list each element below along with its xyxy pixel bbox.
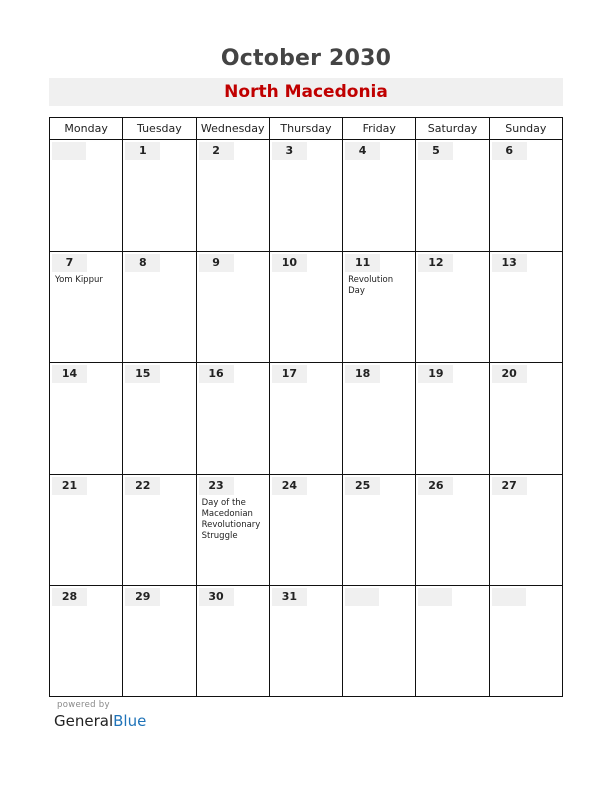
day-cell[interactable] [50,475,122,586]
date-box [52,365,87,383]
weekday-label: Monday [64,122,108,135]
date-number: 29 [135,590,151,604]
day-cell[interactable] [342,586,415,697]
weekday-label: Wednesday [196,118,269,139]
week-row [50,586,562,697]
day-cell[interactable] [415,140,488,251]
date-box [52,477,87,495]
date-number: 7 [65,255,74,269]
day-cell[interactable] [122,252,195,363]
date-number: 9 [212,255,220,269]
day-cell[interactable] [50,140,122,251]
date-number: 20 [501,367,517,381]
date-number [418,588,453,606]
date-box [199,365,234,383]
day-cell[interactable] [269,252,342,363]
date-number: 8 [138,255,147,269]
date-number: 4 [358,144,367,157]
date-number: 1 [138,144,147,157]
date-box [492,142,527,160]
day-cell[interactable] [196,586,269,697]
date-number: 14 [61,367,78,381]
date-box [272,477,307,495]
country-banner [49,78,563,106]
date-number: 11 [354,255,371,269]
holiday-label: Day of the Macedonian Revolutionary Struggle [201,497,261,541]
date-number: 17 [281,367,297,381]
date-box [272,588,307,606]
date-box [199,477,234,495]
date-box [345,588,379,606]
date-box [492,254,527,272]
brand-blue: Blue [113,712,147,730]
weekday-label: Thursday [269,118,342,139]
date-box [272,142,307,160]
date-box [345,477,380,495]
date-number: 5 [432,144,440,157]
day-cell[interactable] [122,140,195,251]
date-number [492,588,527,606]
day-cell[interactable] [122,586,195,697]
date-number: 19 [428,367,444,381]
day-cell[interactable] [489,140,562,251]
date-box [418,142,453,160]
day-cell[interactable] [196,140,269,251]
date-box [125,588,160,606]
calendar-grid [49,117,563,697]
week-row [50,140,562,252]
day-cell[interactable] [415,252,488,363]
date-box [418,477,453,495]
day-cell[interactable] [489,252,562,363]
day-cell[interactable] [269,475,342,586]
date-number: 27 [501,478,517,492]
date-number: 21 [61,478,78,492]
week-row [50,252,562,364]
brand-general: General [54,712,114,730]
calendar-title: October 2030 [220,46,392,71]
day-cell[interactable] [122,475,195,586]
day-cell[interactable] [122,363,195,474]
day-cell[interactable] [269,140,342,251]
date-number: 3 [285,144,294,157]
date-number: 30 [208,590,224,604]
date-box [492,588,526,606]
day-cell[interactable] [196,475,269,586]
date-box [125,254,160,272]
day-cell[interactable] [489,475,562,586]
day-cell[interactable] [50,252,122,363]
day-cell[interactable] [196,252,269,363]
date-box [52,588,87,606]
date-box [345,254,380,272]
date-box [125,142,160,160]
day-cell[interactable] [50,586,122,697]
date-box [492,477,527,495]
day-cell[interactable] [415,475,488,586]
date-number: 23 [208,478,224,492]
date-box [272,365,307,383]
weekday-header [50,118,562,140]
day-cell[interactable] [415,363,488,474]
weekday-label: Friday [342,118,415,139]
country-name: North Macedonia [224,82,388,102]
date-box [418,365,453,383]
weekday-label: Saturday [415,118,488,139]
date-box [199,254,234,272]
date-number: 15 [135,367,151,381]
date-number: 26 [428,478,444,492]
date-box [418,254,453,272]
day-cell[interactable] [415,586,488,697]
date-box [492,365,527,383]
date-number: 28 [61,590,78,604]
weeks-container [50,140,562,697]
day-cell[interactable] [342,252,415,363]
week-row [50,363,562,475]
date-box [199,588,234,606]
day-cell[interactable] [342,363,415,474]
date-number: 13 [501,255,517,269]
date-number: 25 [354,478,371,492]
day-cell[interactable] [269,363,342,474]
date-box [125,477,160,495]
day-cell[interactable] [196,363,269,474]
date-box [52,254,87,272]
date-number: 24 [281,478,297,492]
date-number [345,588,380,606]
brand-logo[interactable] [54,712,146,730]
date-box [418,588,452,606]
date-box [272,254,307,272]
day-cell[interactable] [489,363,562,474]
day-cell[interactable] [342,140,415,251]
powered-by-label: powered by [57,700,110,710]
date-number: 10 [281,255,297,269]
date-number: 2 [212,144,220,157]
holiday-label: Revolution Day [348,274,394,296]
weekday-label: Tuesday [122,118,195,139]
date-number: 16 [208,367,224,381]
date-number: 22 [135,478,151,492]
date-box [52,142,86,160]
day-cell[interactable] [342,475,415,586]
day-cell[interactable] [489,586,562,697]
date-box [125,365,160,383]
date-box [199,142,234,160]
date-number: 12 [428,255,444,269]
week-row [50,475,562,587]
date-number [52,142,87,160]
day-cell[interactable] [50,363,122,474]
date-number: 18 [354,367,371,381]
date-number: 6 [505,144,514,157]
date-number: 31 [281,590,297,604]
date-box [345,365,380,383]
day-cell[interactable] [269,586,342,697]
date-box [345,142,380,160]
holiday-label: Yom Kippur [55,274,103,285]
weekday-label: Sunday [489,118,562,139]
